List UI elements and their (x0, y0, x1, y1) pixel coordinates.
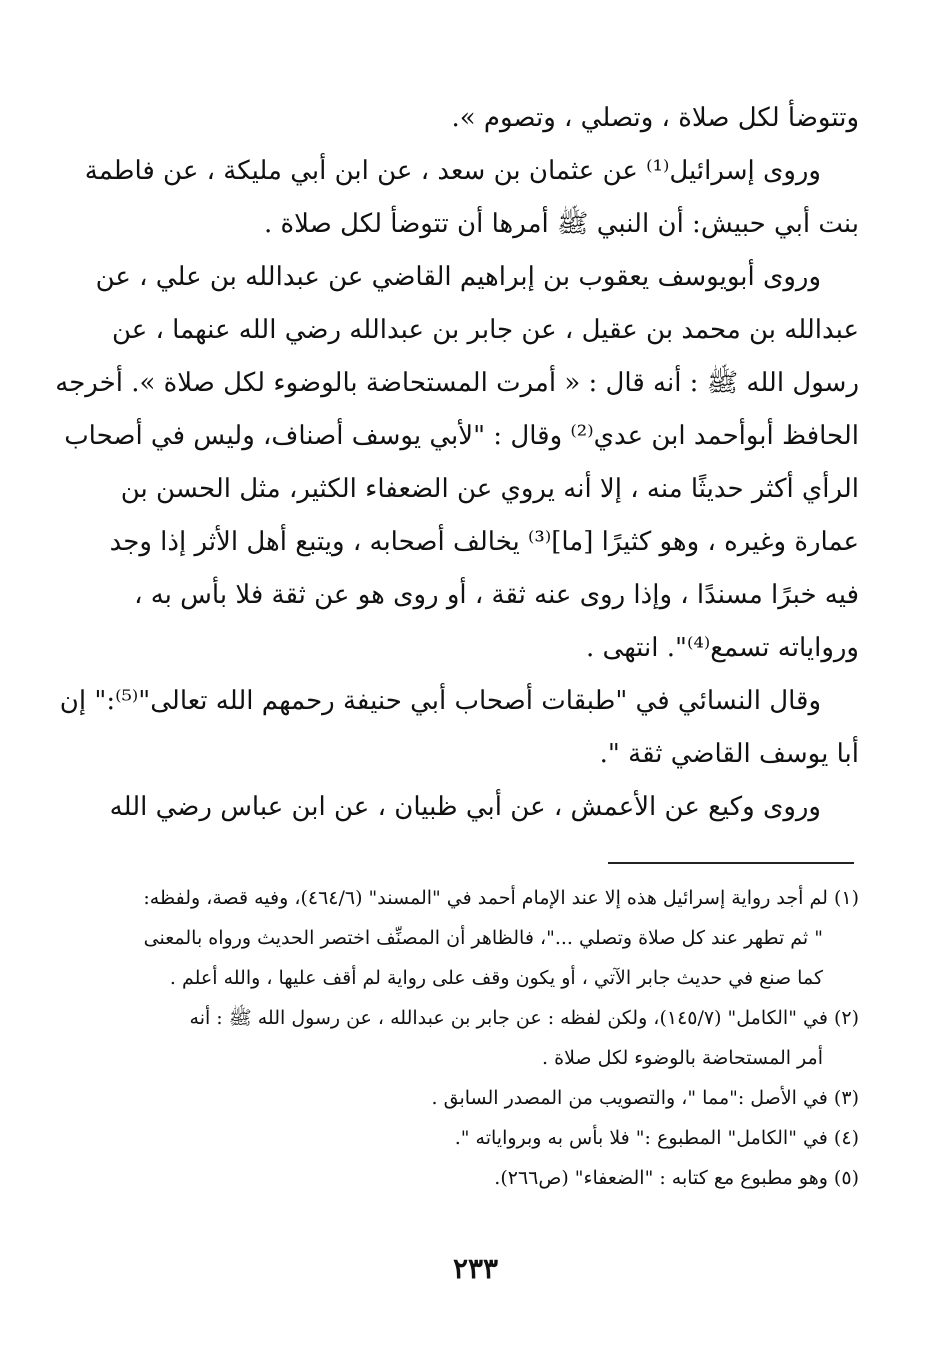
text-line: بنت أبي حبيش: أن النبي ﷺ أمرها أن تتوضأ لكل صلاة . (264, 209, 859, 239)
main-text (55, 92, 859, 834)
text-line: فيه خبرًا مسندًا ، وإذا روى عنه ثقة ، أو روى هو عن ثقة فلا بأس به ، (134, 580, 859, 610)
text-line: الحافظ أبوأحمد ابن عدي⁽²⁾ وقال : "لأبي يوسف أصناف، وليس في أصحاب (64, 421, 859, 451)
footnotes (89, 878, 859, 1198)
footnote-line: (٣) في الأصل :"مما "، والتصويب من المصدر السابق . (431, 1087, 859, 1109)
text-line: وتتوضأ لكل صلاة ، وتصلي ، وتصوم ». (451, 103, 859, 133)
footnote-divider (608, 862, 854, 864)
text-line: أبا يوسف القاضي ثقة ". (599, 739, 859, 769)
footnote-line: (٢) في "الكامل" (١٤٥/٧)، ولكن لفظه : عن جابر بن عبدالله ، عن رسول الله ﷺ : أنه (189, 1007, 859, 1029)
footnote-line: (٤) في "الكامل" المطبوع :" فلا بأس به وبرواياته ". (454, 1127, 859, 1149)
footnote-line: " ثم تطهر عند كل صلاة وتصلي ..."، فالظاهر أن المصنِّف اختصر الحديث ورواه بالمعنى (143, 927, 823, 949)
footnote-line: (١) لم أجد رواية إسرائيل هذه إلا عند الإمام أحمد في "المسند" (٤٦٤/٦)، وفيه قصة، ولفظه: (143, 887, 859, 909)
footnote-line: أمر المستحاضة بالوضوء لكل صلاة . (542, 1047, 823, 1069)
text-line: وروى إسرائيل⁽¹⁾ عن عثمان بن سعد ، عن ابن أبي مليكة ، عن فاطمة (84, 156, 821, 186)
text-line: وقال النسائي في "طبقات أصحاب أبي حنيفة رحمهم الله تعالى"⁽⁵⁾:" إن (59, 686, 821, 716)
page-number: ٢٣٣ (452, 1252, 499, 1285)
footnote-line: كما صنع في حديث جابر الآتي ، أو يكون وقف على رواية لم أقف عليها ، والله أعلم . (169, 967, 823, 989)
text-line: عبدالله بن محمد بن عقيل ، عن جابر بن عبدالله رضي الله عنهما ، عن (111, 315, 859, 345)
text-line: ورواياته تسمع⁽⁴⁾". انتهى . (586, 633, 859, 663)
text-line: رسول الله ﷺ : أنه قال : « أمرت المستحاضة بالوضوء لكل صلاة ». أخرجه (55, 368, 859, 398)
text-line: الرأي أكثر حديثًا منه ، إلا أنه يروي عن الضعفاء الكثير، مثل الحسن بن (120, 474, 859, 504)
text-line: وروى وكيع عن الأعمش ، عن أبي ظبيان ، عن ابن عباس رضي الله (109, 792, 821, 822)
text-line: عمارة وغيره ، وهو كثيرًا [ما]⁽³⁾ يخالف أصحابه ، ويتبع أهل الأثر إذا وجد (109, 527, 859, 557)
text-line: وروى أبويوسف يعقوب بن إبراهيم القاضي عن عبدالله بن علي ، عن (95, 262, 821, 292)
footnote-line: (٥) وهو مطبوع مع كتابه : "الضعفاء" (ص٢٦٦). (494, 1167, 859, 1189)
